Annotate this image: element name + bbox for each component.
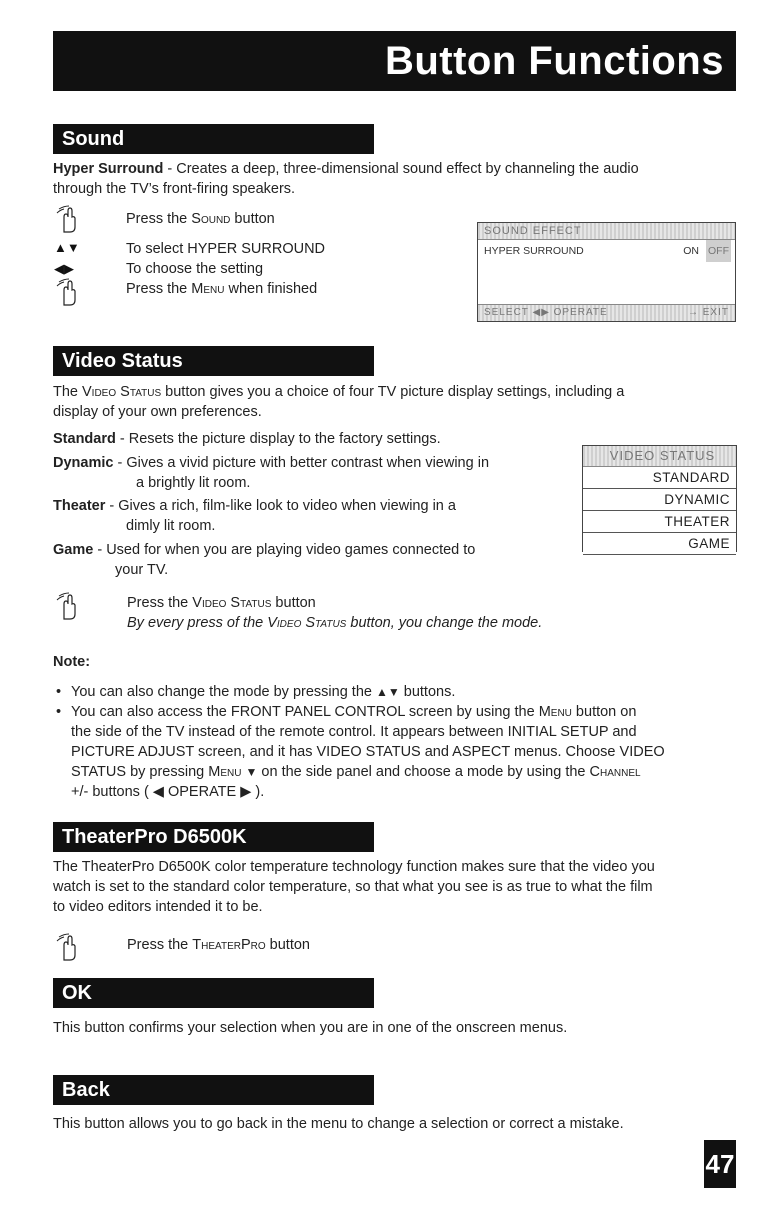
back-desc: This button allows you to go back in the menu to change a selection or correct a mistake. — [53, 1116, 624, 1132]
dynamic-desc: Dynamic - Gives a vivid picture with better contrast when viewing in — [53, 455, 490, 471]
video-status-intro-line2: display of your own preferences. — [53, 404, 262, 420]
section-header-sound: Sound — [53, 124, 374, 154]
section-header-ok: OK — [53, 978, 374, 1008]
note-1: You can also change the mode by pressing the ▲▼ buttons. — [71, 684, 456, 700]
osd-title: SOUND EFFECT — [478, 223, 735, 240]
osd-option-on: ON — [683, 245, 699, 257]
theater-desc: Theater - Gives a rich, film-like look to video when viewing in a — [53, 498, 456, 514]
sound-step-4: Press the Menu when finished — [126, 281, 318, 297]
up-down-arrows-icon: ▲▼ — [375, 685, 400, 699]
sound-effect-osd — [477, 222, 736, 322]
sound-intro-line2: through the TV’s front-firing speakers. — [53, 181, 296, 197]
game-desc-cont: your TV. — [115, 562, 169, 578]
video-status-osd — [582, 445, 737, 552]
note-2-line3: PICTURE ADJUST screen, and it has VIDEO STATUS and ASPECT menus. Choose VIDEO — [71, 744, 665, 760]
page-title: Button Functions — [53, 31, 736, 91]
remote-finger-icon — [56, 278, 78, 306]
note-2-line1: You can also access the FRONT PANEL CONTROL screen by using the Menu button on — [71, 704, 637, 720]
osd-row-hyper-surround — [478, 240, 735, 262]
down-arrow-icon: ▼ — [245, 765, 258, 779]
up-down-arrows-icon: ▲▼ — [54, 240, 80, 255]
remote-finger-icon — [56, 933, 78, 961]
osd-footer-select: SELECT ◀▶ OPERATE — [484, 307, 608, 318]
osd-option-off: OFF — [706, 240, 731, 262]
section-header-theaterpro: TheaterPro D6500K — [53, 822, 374, 852]
left-right-arrows-icon: ◀▶ — [54, 261, 74, 276]
osd-footer — [478, 304, 735, 321]
bullet: • — [56, 684, 62, 700]
sound-step-1: Press the Sound button — [126, 211, 275, 227]
osd-option-game: GAME — [583, 533, 736, 555]
sound-intro-line1 — [53, 159, 639, 179]
dynamic-desc-cont: a brightly lit room. — [136, 475, 251, 491]
video-status-step-note: By every press of the Video Status button, you change the mode. — [127, 615, 543, 631]
section-header-back: Back — [53, 1075, 374, 1105]
remote-finger-icon — [56, 592, 78, 620]
section-header-video-status: Video Status — [53, 346, 374, 376]
note-label: Note: — [53, 654, 91, 670]
osd-option-dynamic: DYNAMIC — [583, 489, 736, 511]
bullet: • — [56, 704, 62, 720]
game-desc: Game - Used for when you are playing video games connected to — [53, 542, 476, 558]
hyper-surround-term: Hyper Surround — [53, 161, 164, 177]
ok-desc: This button confirms your selection when you are in one of the onscreen menus. — [53, 1020, 568, 1036]
hyper-surround-desc: - Creates a deep, three-dimensional sound effect by channeling the audio — [163, 161, 639, 177]
theater-desc-cont: dimly lit room. — [126, 518, 216, 534]
theaterpro-line3: to video editors intended it to be. — [53, 899, 263, 915]
note-2-line2: the side of the TV instead of the remote control. It appears between INITIAL SETUP and — [71, 724, 637, 740]
theaterpro-line2: watch is set to the standard color temperature, so that what you see is as true to what the film — [53, 879, 653, 895]
note-2-line4: STATUS by pressing Menu ▼ on the side panel and choose a mode by using the Channel — [71, 764, 641, 780]
video-status-intro-line1: The Video Status button gives you a choice of four TV picture display settings, including a — [53, 384, 625, 400]
osd-title: VIDEO STATUS — [583, 446, 736, 467]
remote-finger-icon — [56, 205, 78, 233]
sound-step-3: To choose the setting — [126, 261, 264, 277]
standard-desc: Standard - Resets the picture display to the factory settings. — [53, 431, 441, 447]
note-2-line5: +/- buttons ( ◀ OPERATE ▶ ). — [71, 784, 265, 800]
osd-option-standard: STANDARD — [583, 467, 736, 489]
sound-step-2: To select HYPER SURROUND — [126, 241, 326, 257]
osd-row-label: HYPER SURROUND — [484, 245, 584, 257]
theaterpro-line1: The TheaterPro D6500K color temperature technology function makes sure that the video you — [53, 859, 655, 875]
theaterpro-step: Press the TheaterPro button — [127, 937, 310, 953]
video-status-step: Press the Video Status button — [127, 595, 316, 611]
osd-footer-exit: → EXIT — [687, 307, 729, 318]
osd-option-theater: THEATER — [583, 511, 736, 533]
page-number: 47 — [704, 1140, 736, 1188]
